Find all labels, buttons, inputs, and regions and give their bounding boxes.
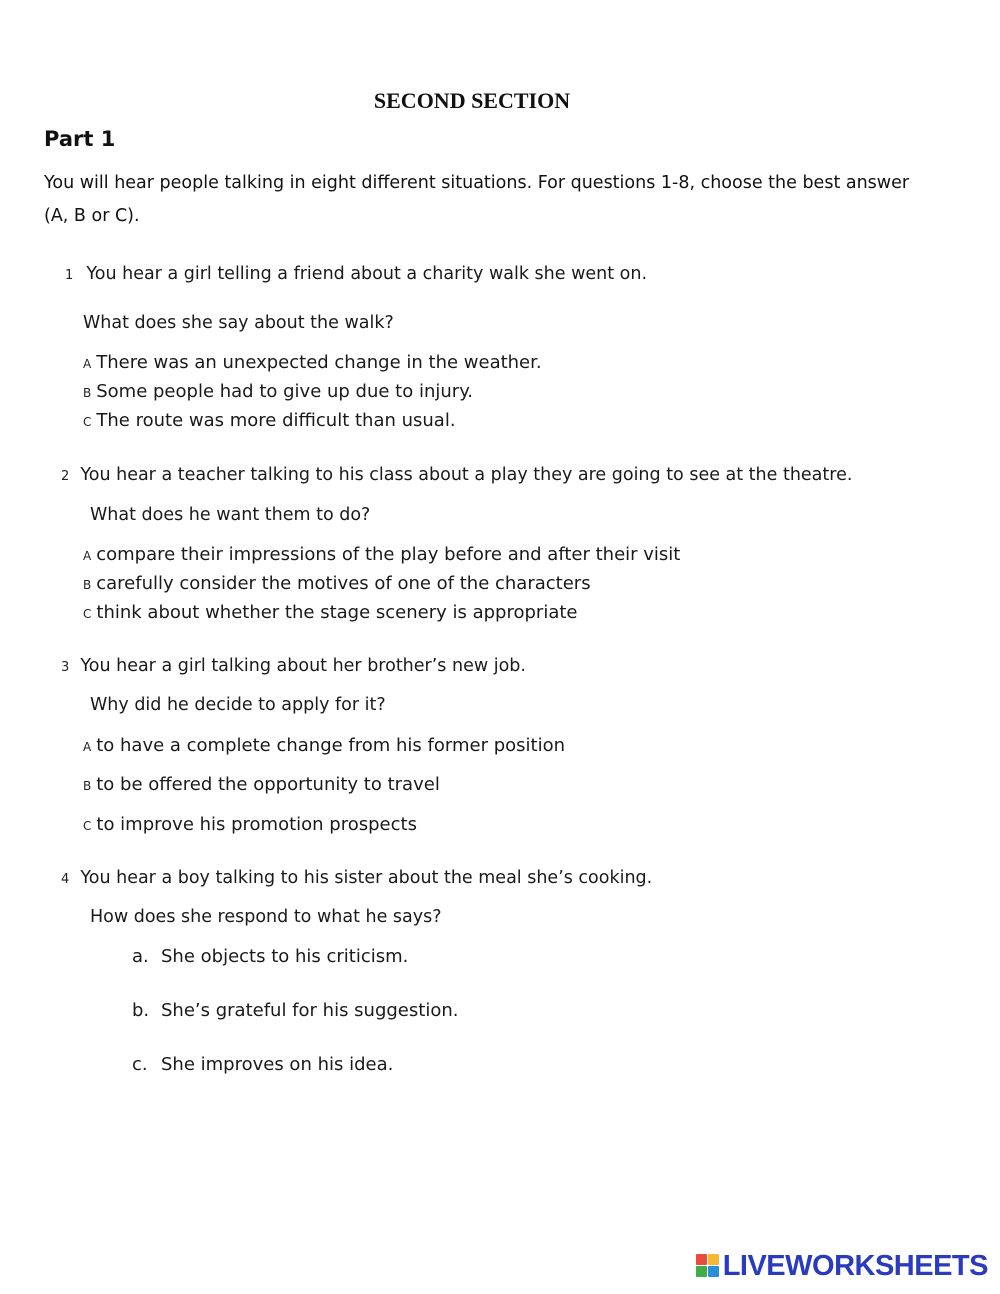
option-letter: c. [132, 1054, 148, 1075]
question-2-option-c [83, 602, 577, 623]
question-1-option-a [83, 352, 542, 373]
question-2-option-b [83, 573, 591, 594]
liveworksheets-logo-icon [696, 1254, 720, 1278]
question-1-prompt: What does she say about the walk? [83, 313, 394, 333]
instructions: You will hear people talking in eight different situations. For questions 1-8, choose the best answer (A, B or C). [44, 173, 910, 226]
question-stem: You hear a girl telling a friend about a charity walk she went on. [86, 264, 648, 284]
option-letter: a. [132, 946, 149, 967]
question-number: 4 [61, 872, 70, 887]
question-3-prompt: Why did he decide to apply for it? [90, 695, 386, 715]
question-stem: You hear a boy talking to his sister about the meal she’s cooking. [80, 868, 653, 888]
question-2-prompt: What does he want them to do? [90, 505, 371, 525]
option-text: She’s grateful for his suggestion. [161, 1000, 459, 1021]
question-2-stem-line [61, 465, 852, 485]
option-text: think about whether the stage scenery is appropriate [96, 602, 578, 623]
option-letter: b. [132, 1000, 150, 1021]
option-text: She objects to his criticism. [161, 946, 409, 967]
question-4-stem-line [61, 868, 652, 888]
option-text: carefully consider the motives of one of the characters [96, 573, 591, 594]
option-text: to be oﬀered the opportunity to travel [96, 774, 440, 795]
option-text: Some people had to give up due to injury. [96, 381, 473, 402]
option-text: compare their impressions of the play before and after their visit [96, 544, 681, 565]
option-letter: B [83, 779, 92, 793]
question-3-stem-line [61, 656, 526, 676]
question-3-option-a [83, 735, 565, 756]
question-4-option-b [132, 1000, 458, 1021]
question-4-option-c [132, 1054, 393, 1075]
question-1-stem-line [65, 264, 647, 284]
question-4-prompt: How does she respond to what he says? [90, 907, 442, 927]
question-3-option-c [83, 814, 417, 835]
option-letter: C [83, 607, 92, 621]
option-letter: C [83, 819, 92, 833]
question-1-option-b [83, 381, 473, 402]
question-stem: You hear a teacher talking to his class about a play they are going to see at the theatre. [80, 465, 853, 485]
question-1-option-c [83, 410, 456, 431]
option-letter: B [83, 578, 92, 592]
option-letter: A [83, 740, 92, 754]
option-text: There was an unexpected change in the weather. [96, 352, 542, 373]
option-text: She improves on his idea. [161, 1054, 394, 1075]
option-letter: A [83, 357, 92, 371]
liveworksheets-logo [696, 1250, 988, 1283]
question-3-option-b [83, 774, 440, 795]
option-letter: A [83, 549, 92, 563]
question-number: 3 [61, 660, 70, 675]
question-stem: You hear a girl talking about her brother’s new job. [80, 656, 526, 676]
section-title: SECOND SECTION [373, 88, 571, 113]
option-letter: B [83, 386, 92, 400]
option-text: to improve his promotion prospects [96, 814, 417, 835]
question-number: 2 [61, 469, 70, 484]
option-text: to have a complete change from his former position [96, 735, 565, 756]
question-4-option-a [132, 946, 408, 967]
option-letter: C [83, 415, 92, 429]
part-heading: Part 1 [44, 127, 116, 151]
logo-text: LIVEWORKSHEETS [722, 1250, 988, 1282]
question-2-option-a [83, 544, 680, 565]
question-number: 1 [65, 268, 74, 283]
option-text: The route was more diﬃcult than usual. [96, 410, 456, 431]
